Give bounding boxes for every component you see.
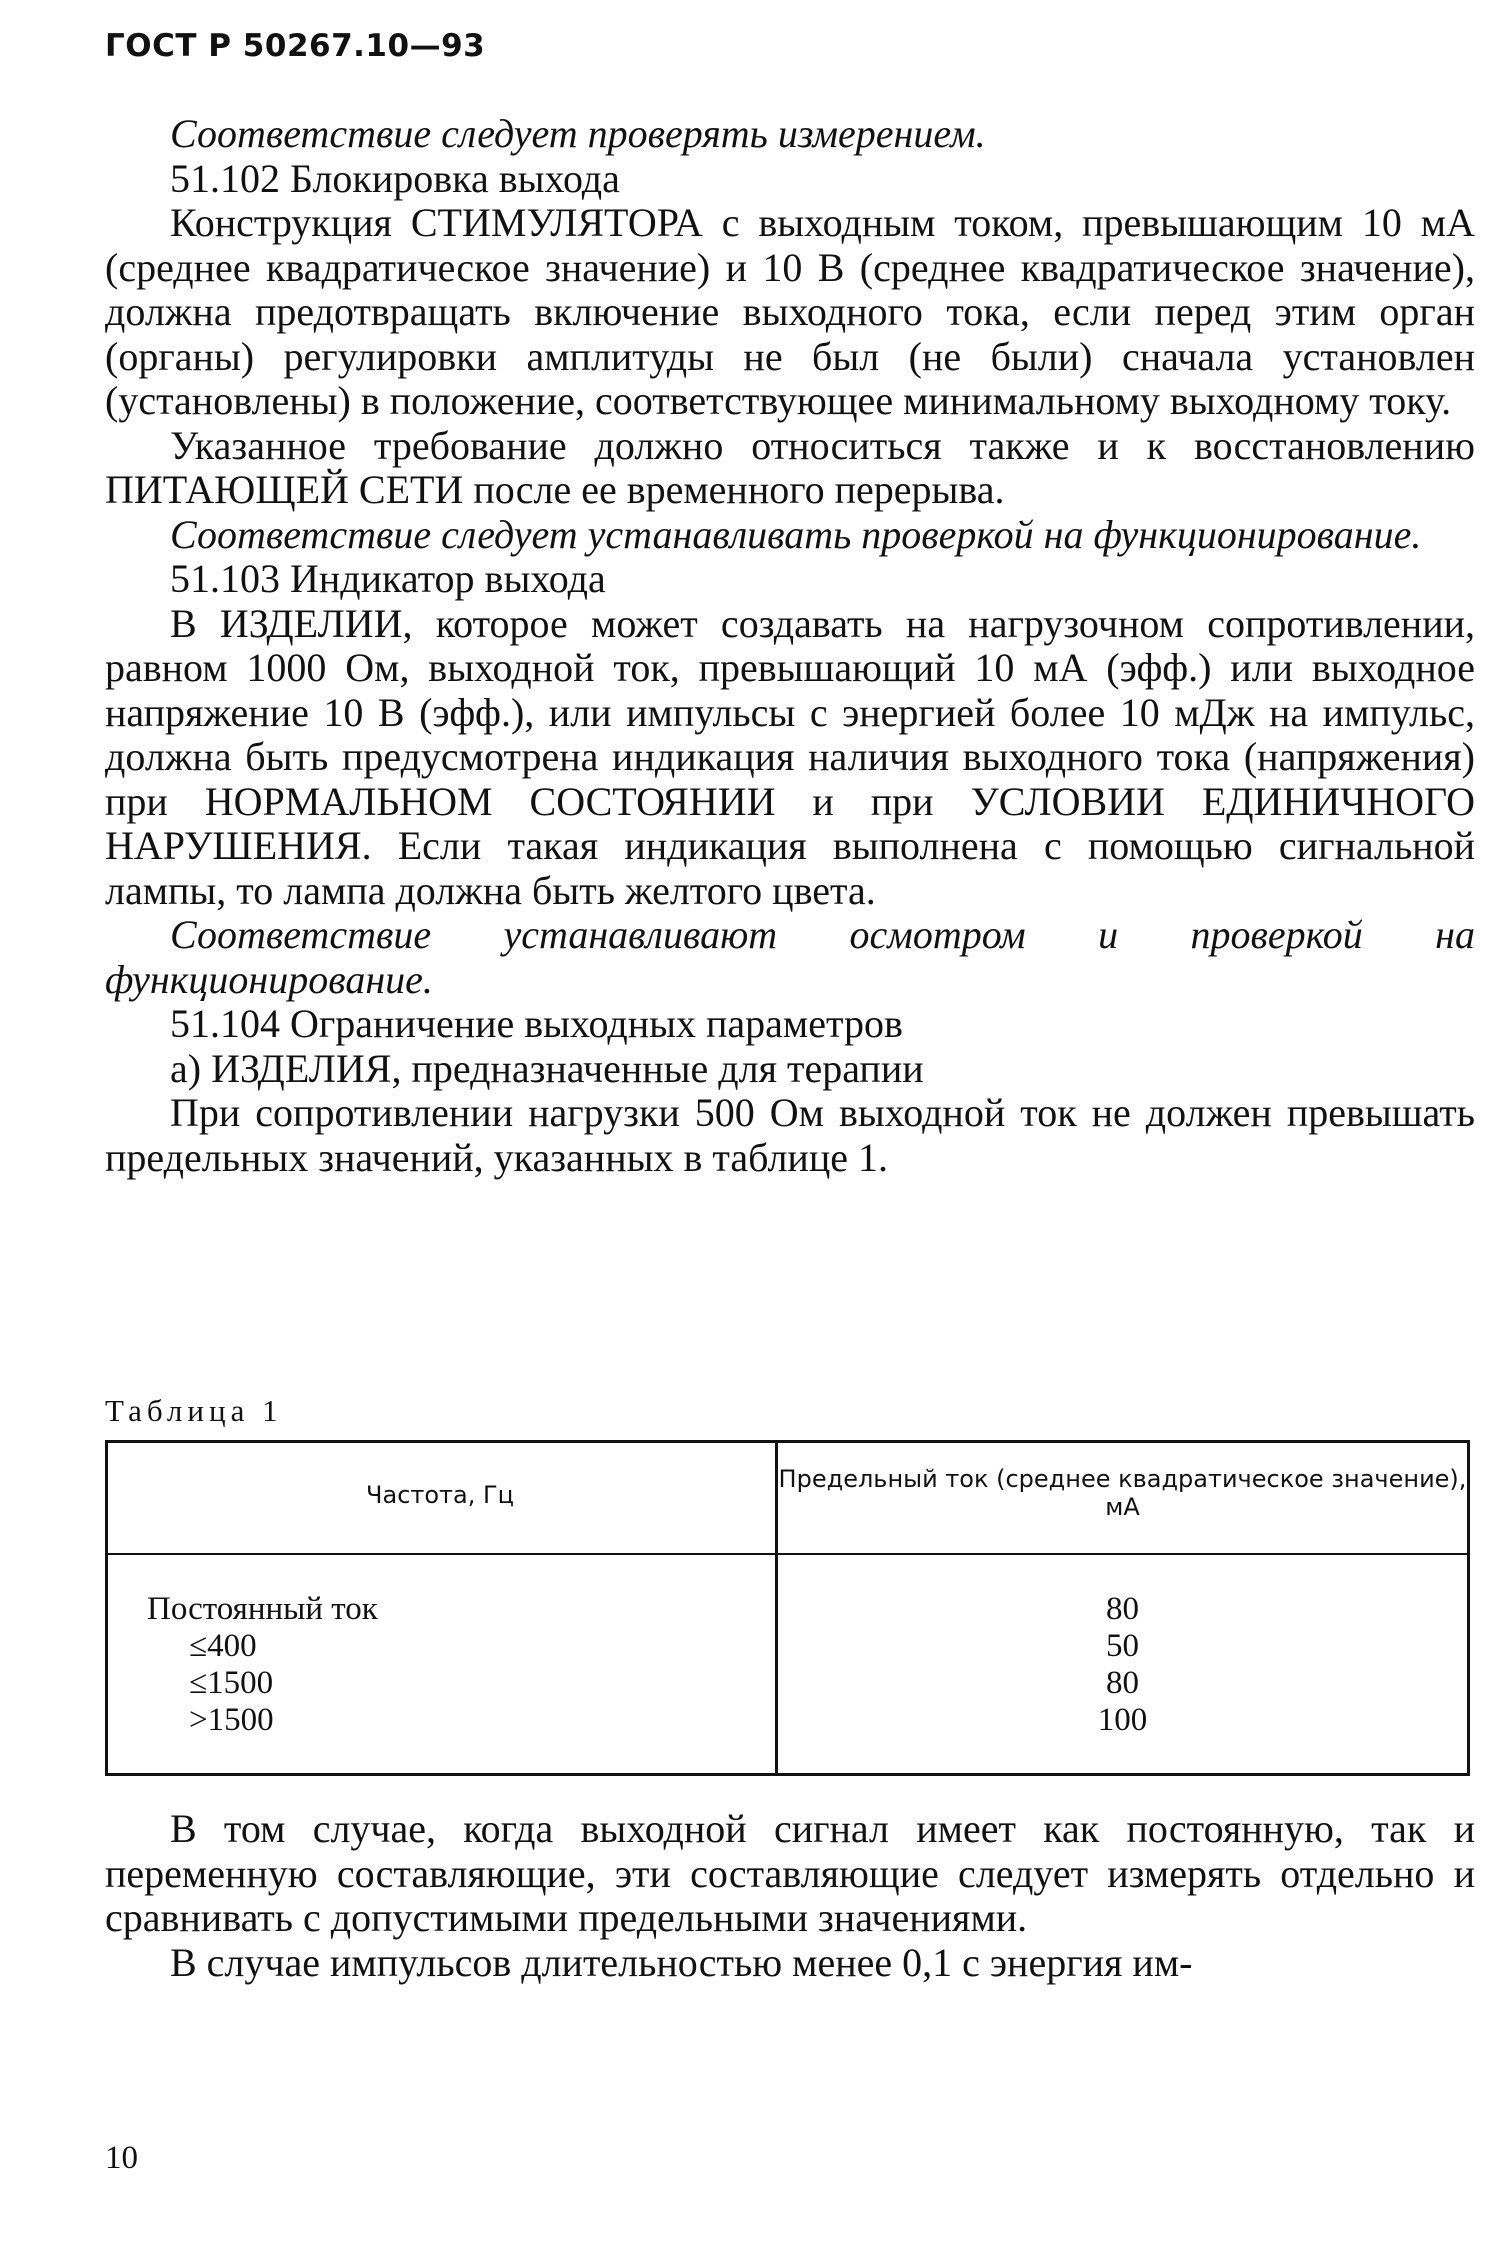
paragraph-compliance-functional: Соответствие следует устанавливать проверкой на функционирование. [170,511,1422,557]
table-cell-limit: 100 [1097,1702,1148,1738]
section-heading-51-103: 51.103 Индикатор выхода [170,556,606,601]
body-text [105,112,1475,1180]
paragraph-dc-ac-components: В том случае, когда выходной сигнал имеет как постоянную, так и переменную составляющие, эти составляющие следует измерять отдельно и сравнивать с допустимыми предельными значениями. [105,1806,1475,1940]
body-text-after-table [105,1807,1475,1985]
table-header-divider [105,1553,1470,1555]
section-heading-51-104: 51.104 Ограничение выходных параметров [170,1001,903,1046]
table-cell-frequency: >1500 [189,1702,274,1738]
table-right-border [1467,1443,1470,1773]
paragraph-load-resistance: При сопротивлении нагрузки 500 Ом выходной ток не должен превышать предельных значений, указанных в таблице 1. [105,1090,1475,1180]
document-header: ГОСТ Р 50267.10—93 [105,28,486,64]
page-number: 10 [105,2140,138,2176]
paragraph-output-interlock: Конструкция СТИМУЛЯТОРА с выходным током, превышающим 10 мА (среднее квадратическое значение) и 10 В (среднее квадратическое значение), должна предотвращать включение выходного тока, если перед этим орган (органы) регулировки амплитуды не был (не были) сначала установлен (установлены) в положение, соответствующее минимальному выходному току. [105,200,1475,423]
subsection-a: а) ИЗДЕЛИЯ, предназначенные для терапии [170,1045,924,1091]
paragraph-mains-restoration: Указанное требование должно относиться также и к восстановлению ПИТАЮЩЕЙ СЕТИ после ее временного перерыва. [105,422,1475,512]
paragraph-compliance-measurement: Соответствие следует проверять измерением. [170,111,986,156]
table-limit-column [778,1591,1467,1739]
table-frequency-column [147,1591,378,1739]
table-cell-limit: 80 [1106,1665,1139,1701]
section-heading-51-102: 51.102 Блокировка выхода [170,155,620,201]
table-header-limit-current: Предельный ток (среднее квадратическое значение), мА [778,1465,1467,1521]
table-cell-frequency: Постоянный ток [147,1591,378,1627]
table-header-frequency: Частота, Гц [366,1481,514,1509]
table-cell-frequency: ≤1500 [189,1665,274,1701]
limits-table [105,1440,1470,1776]
table-caption: Таблица 1 [105,1393,283,1428]
paragraph-output-indicator: В ИЗДЕЛИИ, которое может создавать на нагрузочном сопротивлении, равном 1000 Ом, выходной ток, превышающий 10 мА (эфф.) или выходное напряжение 10 В (эфф.), или импульсы с энергией более 10 мДж на импульс, должна быть предусмотрена индикация наличия выходного тока (напряжения) при НОРМАЛЬНОМ СОСТОЯНИИ и при УСЛОВИИ ЕДИНИЧНОГО НАРУШЕНИЯ. Если такая индикация выполнена с помощью сигнальной лампы, то лампа должна быть желтого цвета. [105,600,1475,913]
table-cell-limit: 80 [1106,1591,1139,1627]
paragraph-compliance-inspection: Соответствие устанавливают осмотром и проверкой на функционирование. [105,912,1475,1002]
table-cell-limit: 50 [1106,1628,1139,1664]
paragraph-pulses: В случае импульсов длительностью менее 0,1 с энергия им- [170,1939,1193,1985]
table-cell-frequency: ≤400 [189,1628,257,1664]
